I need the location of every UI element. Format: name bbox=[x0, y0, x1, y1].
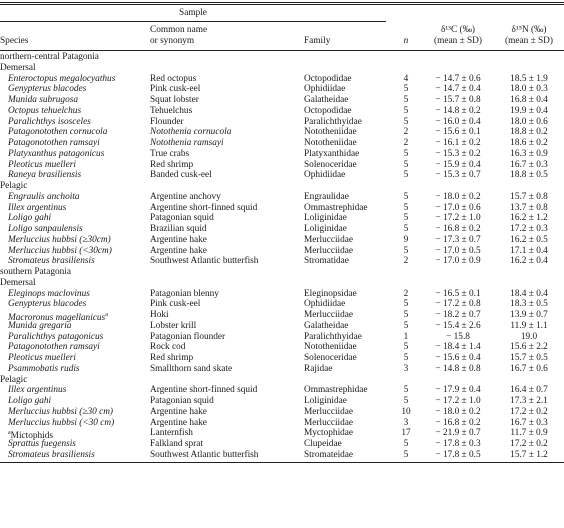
table-row bbox=[8, 138, 100, 149]
delta-n15: 15.7 ± 1.2 bbox=[510, 449, 548, 460]
common-name: Smallthorn sand skate bbox=[150, 363, 233, 374]
table-row bbox=[8, 84, 86, 95]
table-row bbox=[8, 396, 51, 407]
delta-c13: − 17.9 ± 0.4 bbox=[435, 385, 481, 396]
delta-c13: − 17.0 ± 0.9 bbox=[435, 256, 481, 267]
delta-c13: − 16.0 ± 0.4 bbox=[435, 116, 481, 127]
sample-size: 5 bbox=[403, 202, 409, 213]
family: Ommastrephidae bbox=[304, 385, 368, 396]
sample-size: 5 bbox=[403, 105, 409, 116]
species-name: Sprattus fuegensis bbox=[8, 439, 76, 449]
delta-n15: 16.2 ± 0.5 bbox=[510, 234, 548, 245]
species-name: Patagonotothen ramsayi bbox=[8, 138, 100, 148]
table-row bbox=[8, 450, 95, 461]
family: Ophidiidae bbox=[304, 299, 346, 310]
family: Loliginidae bbox=[304, 213, 347, 224]
common-name: Argentine hake bbox=[150, 417, 207, 428]
sample-size: 5 bbox=[403, 84, 409, 95]
delta-c13: − 15.3 ± 0.2 bbox=[435, 148, 481, 159]
common-name: Red shrimp bbox=[150, 353, 194, 363]
table-row bbox=[8, 149, 104, 160]
table-row bbox=[8, 321, 71, 332]
delta-c13: − 15.6 ± 0.4 bbox=[435, 353, 481, 363]
common-name: Argentine hake bbox=[150, 245, 207, 256]
family: Merlucciidae bbox=[304, 245, 354, 256]
sample-size: 5 bbox=[403, 310, 409, 320]
species-name: Munida subrugosa bbox=[8, 95, 78, 105]
sample-size: 3 bbox=[403, 417, 409, 428]
sample-size: 5 bbox=[403, 170, 409, 181]
species-name: Octopus tehuelchus bbox=[8, 105, 82, 116]
family: Merlucciidae bbox=[304, 417, 354, 428]
delta-n15: 19.9 ± 0.4 bbox=[510, 105, 548, 116]
table-row bbox=[8, 127, 107, 138]
delta-n15: 15.6 ± 2.2 bbox=[510, 342, 548, 353]
delta-c13: − 16.5 ± 0.1 bbox=[435, 288, 481, 299]
sample-size: 10 bbox=[401, 406, 411, 417]
delta-n15: 16.8 ± 0.4 bbox=[510, 95, 548, 105]
common-name: Notothenia cornucola bbox=[150, 127, 232, 138]
delta-c13: − 17.0 ± 0.5 bbox=[435, 245, 481, 256]
delta-c13: − 17.8 ± 0.3 bbox=[435, 439, 481, 449]
table-row bbox=[8, 353, 76, 364]
sample-size: 5 bbox=[403, 95, 409, 105]
species-name: Merluccius hubbsi (≥30 cm) bbox=[8, 406, 114, 417]
family: Nototheniidae bbox=[304, 342, 357, 353]
sample-size: 5 bbox=[403, 385, 409, 396]
footnote-marker: a bbox=[105, 312, 108, 318]
species-name: Stromateus brasiliensis bbox=[8, 449, 95, 460]
delta-c13: − 17.2 ± 1.0 bbox=[435, 213, 481, 224]
table-bottom-rule bbox=[0, 462, 564, 463]
delta-c13: − 18.0 ± 0.2 bbox=[435, 406, 481, 417]
delta-c13: − 15.3 ± 0.7 bbox=[435, 170, 481, 181]
delta-n15: 15.7 ± 0.5 bbox=[510, 353, 548, 363]
species-name: Merluccius hubbsi (<30cm) bbox=[8, 245, 112, 256]
species-name: Loligo gahi bbox=[8, 213, 52, 224]
family: Ommastrephidae bbox=[304, 202, 368, 213]
sample-size: 2 bbox=[403, 138, 409, 148]
sample-size: 5 bbox=[403, 245, 409, 256]
delta-n15: 16.7 ± 0.6 bbox=[510, 363, 548, 374]
family: Merlucciidae bbox=[304, 406, 354, 417]
table-row bbox=[8, 192, 80, 203]
species-name: Pleoticus muelleri bbox=[8, 159, 76, 170]
delta-n15: 18.8 ± 0.2 bbox=[510, 127, 548, 138]
delta-c13: − 21.9 ± 0.7 bbox=[435, 428, 481, 439]
table-row bbox=[8, 224, 83, 235]
common-name: Argentine hake bbox=[150, 406, 207, 417]
common-name: Squat lobster bbox=[150, 95, 199, 105]
delta-n15: 16.7 ± 0.3 bbox=[510, 417, 548, 428]
family: Paralichthyidae bbox=[304, 331, 362, 342]
sample-underline bbox=[0, 21, 386, 22]
common-name: Argentine short-finned squid bbox=[150, 385, 258, 396]
region-label: southern Patagonia bbox=[0, 267, 72, 277]
delta-n15: 13.7 ± 0.8 bbox=[510, 202, 548, 213]
family: Loliginidae bbox=[304, 396, 347, 406]
delta-c13: − 17.2 ± 0.8 bbox=[435, 299, 481, 310]
delta-c13: − 18.2 ± 0.7 bbox=[435, 310, 481, 320]
species-name: Stromateus brasiliensis bbox=[8, 256, 95, 267]
header-c13-unit: (mean ± SD) bbox=[434, 36, 482, 46]
family: Ophidiidae bbox=[304, 170, 346, 181]
delta-c13: − 15.6 ± 0.1 bbox=[435, 127, 481, 138]
family: Merlucciidae bbox=[304, 234, 354, 245]
delta-n15: 18.0 ± 0.3 bbox=[510, 84, 548, 95]
delta-c13: − 15.4 ± 2.6 bbox=[435, 320, 481, 331]
table-row bbox=[8, 256, 95, 267]
habitat-label: Pelagic bbox=[0, 181, 28, 191]
family: Octopodidae bbox=[304, 105, 352, 116]
table-row bbox=[8, 364, 80, 375]
family: Nototheniidae bbox=[304, 138, 357, 148]
common-name: Pink cusk-eel bbox=[150, 299, 201, 310]
family: Paralichthyidae bbox=[304, 116, 362, 127]
sample-size: 5 bbox=[403, 116, 409, 127]
sample-size: 5 bbox=[403, 159, 409, 170]
sample-size: 2 bbox=[403, 256, 409, 267]
delta-n15: 18.0 ± 0.6 bbox=[510, 116, 548, 127]
common-name: Patagonian squid bbox=[150, 213, 214, 224]
common-name: Southwest Atlantic butterfish bbox=[150, 449, 259, 460]
table-row bbox=[8, 160, 76, 171]
table-row bbox=[8, 407, 113, 418]
delta-n15: 18.5 ± 1.9 bbox=[510, 73, 548, 84]
species-name: Enteroctopus megalocyathus bbox=[8, 73, 116, 84]
common-name: Hoki bbox=[150, 310, 169, 320]
family: Myctophidae bbox=[304, 428, 354, 439]
family: Galatheidae bbox=[304, 95, 349, 105]
species-name: Patagonotothen cornucola bbox=[8, 127, 108, 138]
sample-size: 5 bbox=[403, 396, 409, 406]
common-name: Banded cusk-eel bbox=[150, 170, 212, 181]
delta-n15: 11.7 ± 0.9 bbox=[510, 428, 548, 439]
sample-size: 5 bbox=[403, 353, 409, 363]
header-common-name: Common name bbox=[150, 25, 208, 35]
delta-n15: 18.8 ± 0.5 bbox=[510, 170, 548, 181]
family: Clupeidae bbox=[304, 439, 342, 449]
common-name: Patagonian flounder bbox=[150, 331, 226, 342]
delta-c13: − 17.8 ± 0.5 bbox=[435, 449, 481, 460]
sample-size: 5 bbox=[403, 224, 409, 234]
table-row bbox=[8, 299, 86, 310]
species-name: Platyxanthus patagonicus bbox=[8, 148, 105, 159]
sample-size: 2 bbox=[403, 288, 409, 299]
common-name: Argentine anchovy bbox=[150, 191, 221, 202]
table-row bbox=[8, 342, 100, 353]
species-name: Engraulis anchoita bbox=[8, 191, 80, 202]
sample-size: 5 bbox=[403, 439, 409, 449]
delta-c13: − 14.7 ± 0.4 bbox=[435, 84, 481, 95]
table-row bbox=[8, 385, 66, 396]
species-name: Macroronus magellanicus bbox=[8, 313, 106, 324]
family: Eleginopsidae bbox=[304, 288, 357, 299]
header-n15-unit: (mean ± SD) bbox=[505, 36, 553, 46]
common-name: Flounder bbox=[150, 116, 184, 127]
common-name: Argentine short-finned squid bbox=[150, 202, 258, 213]
species-name: Mictophids bbox=[10, 431, 54, 442]
species-name: Genypterus blacodes bbox=[8, 84, 87, 95]
table-row bbox=[8, 332, 103, 343]
species-name: Loligo sanpaulensis bbox=[8, 224, 83, 234]
common-name: Southwest Atlantic butterfish bbox=[150, 256, 259, 267]
delta-c13: − 17.0 ± 0.6 bbox=[435, 202, 481, 213]
header-bottom-rule bbox=[0, 50, 564, 51]
common-name: Patagonian squid bbox=[150, 396, 214, 406]
habitat-label: Demersal bbox=[0, 277, 36, 288]
delta-c13: − 17.3 ± 0.7 bbox=[435, 234, 481, 245]
common-name: Red shrimp bbox=[150, 159, 194, 170]
header-family: Family bbox=[304, 36, 331, 46]
sample-size: 5 bbox=[403, 320, 409, 331]
delta-c13: − 15.9 ± 0.4 bbox=[435, 159, 481, 170]
delta-n15: 15.7 ± 0.8 bbox=[510, 191, 548, 202]
delta-c13: − 18.4 ± 1.4 bbox=[435, 342, 481, 353]
region-label: northern-central Patagonia bbox=[0, 52, 99, 62]
delta-c13: − 16.1 ± 0.2 bbox=[435, 138, 481, 148]
sample-size: 5 bbox=[403, 213, 409, 224]
family: Merlucciidae bbox=[304, 310, 354, 320]
delta-n15: 17.2 ± 0.2 bbox=[510, 439, 548, 449]
habitat-label: Pelagic bbox=[0, 374, 28, 385]
table-top-rule bbox=[0, 2, 564, 3]
sample-size: 5 bbox=[403, 299, 409, 310]
table-row bbox=[8, 246, 112, 257]
delta-n15: 18.3 ± 0.5 bbox=[510, 299, 548, 310]
common-name: Argentine hake bbox=[150, 234, 207, 245]
family: Stromatidae bbox=[304, 256, 349, 267]
delta-n15: 18.4 ± 0.4 bbox=[510, 288, 548, 299]
delta-n15: 17.3 ± 2.1 bbox=[510, 396, 548, 406]
sample-size: 4 bbox=[403, 73, 409, 84]
table-row bbox=[8, 213, 51, 224]
family: Solenoceridae bbox=[304, 353, 357, 363]
footnote-marker: a bbox=[8, 430, 11, 437]
family: Galatheidae bbox=[304, 320, 349, 331]
species-name: Munida gregaria bbox=[8, 320, 72, 331]
species-name: Illex argentinus bbox=[8, 202, 67, 213]
delta-n15: 16.7 ± 0.3 bbox=[510, 159, 548, 170]
species-name: Merluccius hubbsi (<30 cm) bbox=[8, 417, 115, 428]
common-name: Notothenia ramsayi bbox=[150, 138, 224, 148]
table-row bbox=[8, 95, 78, 106]
delta-n15: 16.3 ± 0.9 bbox=[510, 148, 548, 159]
family: Ophidiidae bbox=[304, 84, 346, 95]
delta-n15: 13.9 ± 0.7 bbox=[510, 310, 548, 320]
common-name: Lobster krill bbox=[150, 320, 197, 331]
family: Loliginidae bbox=[304, 224, 347, 234]
delta-n15: 17.1 ± 0.4 bbox=[510, 245, 548, 256]
sample-size: 5 bbox=[403, 342, 409, 353]
common-name: Lanternfish bbox=[150, 428, 193, 439]
common-name: Tehuelchus bbox=[150, 105, 193, 116]
delta-n15: 17.2 ± 0.3 bbox=[510, 224, 548, 234]
delta-n15: 16.2 ± 0.4 bbox=[510, 256, 548, 267]
table-row bbox=[8, 439, 76, 450]
species-name: Raneya brasiliensis bbox=[8, 170, 82, 181]
delta-c13: − 16.8 ± 0.2 bbox=[435, 224, 481, 234]
sample-size: 5 bbox=[403, 148, 409, 159]
delta-c13: − 14.8 ± 0.8 bbox=[435, 363, 481, 374]
table-row bbox=[8, 106, 81, 117]
table-row bbox=[8, 170, 81, 181]
delta-n15: 11.9 ± 1.1 bbox=[510, 320, 548, 331]
table-top-rule-2 bbox=[0, 4, 564, 5]
common-name: Brazilian squid bbox=[150, 224, 207, 234]
common-name: Pink cusk-eel bbox=[150, 84, 201, 95]
species-name: Illex argentinus bbox=[8, 385, 67, 396]
delta-c13: − 15.7 ± 0.8 bbox=[435, 95, 481, 105]
table-row bbox=[8, 289, 90, 300]
common-name: Rock cod bbox=[150, 342, 186, 353]
delta-n15: 19.0 bbox=[520, 331, 538, 342]
species-name: Paralichthys patagonicus bbox=[8, 331, 104, 342]
species-name: Genypterus blacodes bbox=[8, 299, 87, 310]
table-row bbox=[8, 117, 91, 128]
sample-size: 2 bbox=[403, 127, 409, 138]
sample-size: 5 bbox=[403, 449, 409, 460]
sample-size: 17 bbox=[401, 428, 411, 439]
sample-size: 1 bbox=[403, 331, 409, 342]
family: Solenoceridae bbox=[304, 159, 357, 170]
sample-size: 3 bbox=[403, 363, 409, 374]
common-name: Falkland sprat bbox=[150, 439, 203, 449]
family: Rajidae bbox=[304, 363, 333, 374]
species-name: Loligo gahi bbox=[8, 396, 52, 406]
species-name: Psammobatis rudis bbox=[8, 363, 80, 374]
common-name: Red octopus bbox=[150, 73, 197, 84]
family: Stromateidae bbox=[304, 449, 354, 460]
header-c13: δ¹³C (‰) bbox=[441, 25, 475, 35]
delta-n15: 16.2 ± 1.2 bbox=[510, 213, 548, 224]
species-name: Pleoticus muelleri bbox=[8, 353, 76, 363]
delta-c13: − 14.8 ± 0.2 bbox=[435, 105, 481, 116]
header-common-synonym: or synonym bbox=[150, 36, 195, 46]
header-sample: Sample bbox=[179, 8, 207, 18]
delta-n15: 17.2 ± 0.2 bbox=[510, 406, 548, 417]
delta-c13: − 16.8 ± 0.2 bbox=[435, 417, 481, 428]
delta-n15: 18.6 ± 0.2 bbox=[510, 138, 548, 148]
species-name: Eleginops maclovinus bbox=[8, 288, 90, 299]
species-name: Patagonotothen ramsayi bbox=[8, 342, 100, 353]
delta-c13: − 18.0 ± 0.2 bbox=[435, 191, 481, 202]
header-n15: δ¹⁵N (‰) bbox=[511, 25, 547, 35]
species-name: Paralichthys isosceles bbox=[8, 116, 91, 127]
table-row bbox=[8, 418, 114, 429]
common-name: True crabs bbox=[150, 148, 190, 159]
family: Engraulidae bbox=[304, 191, 349, 202]
habitat-label: Demersal bbox=[0, 62, 36, 73]
delta-c13: − 17.2 ± 1.0 bbox=[435, 396, 481, 406]
family: Octopodidae bbox=[304, 73, 352, 84]
table-row bbox=[8, 74, 115, 85]
header-n: n bbox=[403, 36, 409, 46]
common-name: Patagonian blenny bbox=[150, 288, 219, 299]
sample-size: 9 bbox=[403, 234, 409, 245]
family: Nototheniidae bbox=[304, 127, 357, 138]
sample-size: 5 bbox=[403, 191, 409, 202]
header-species: Species bbox=[0, 36, 29, 46]
delta-c13: − 15.8 bbox=[446, 331, 470, 342]
table-row bbox=[8, 203, 66, 214]
delta-c13: − 14.7 ± 0.6 bbox=[435, 73, 481, 84]
table-row bbox=[8, 235, 111, 246]
species-name: Merluccius hubbsi (≥30cm) bbox=[8, 234, 111, 245]
delta-n15: 16.4 ± 0.7 bbox=[510, 385, 548, 396]
family: Platyxanthidae bbox=[304, 148, 360, 159]
